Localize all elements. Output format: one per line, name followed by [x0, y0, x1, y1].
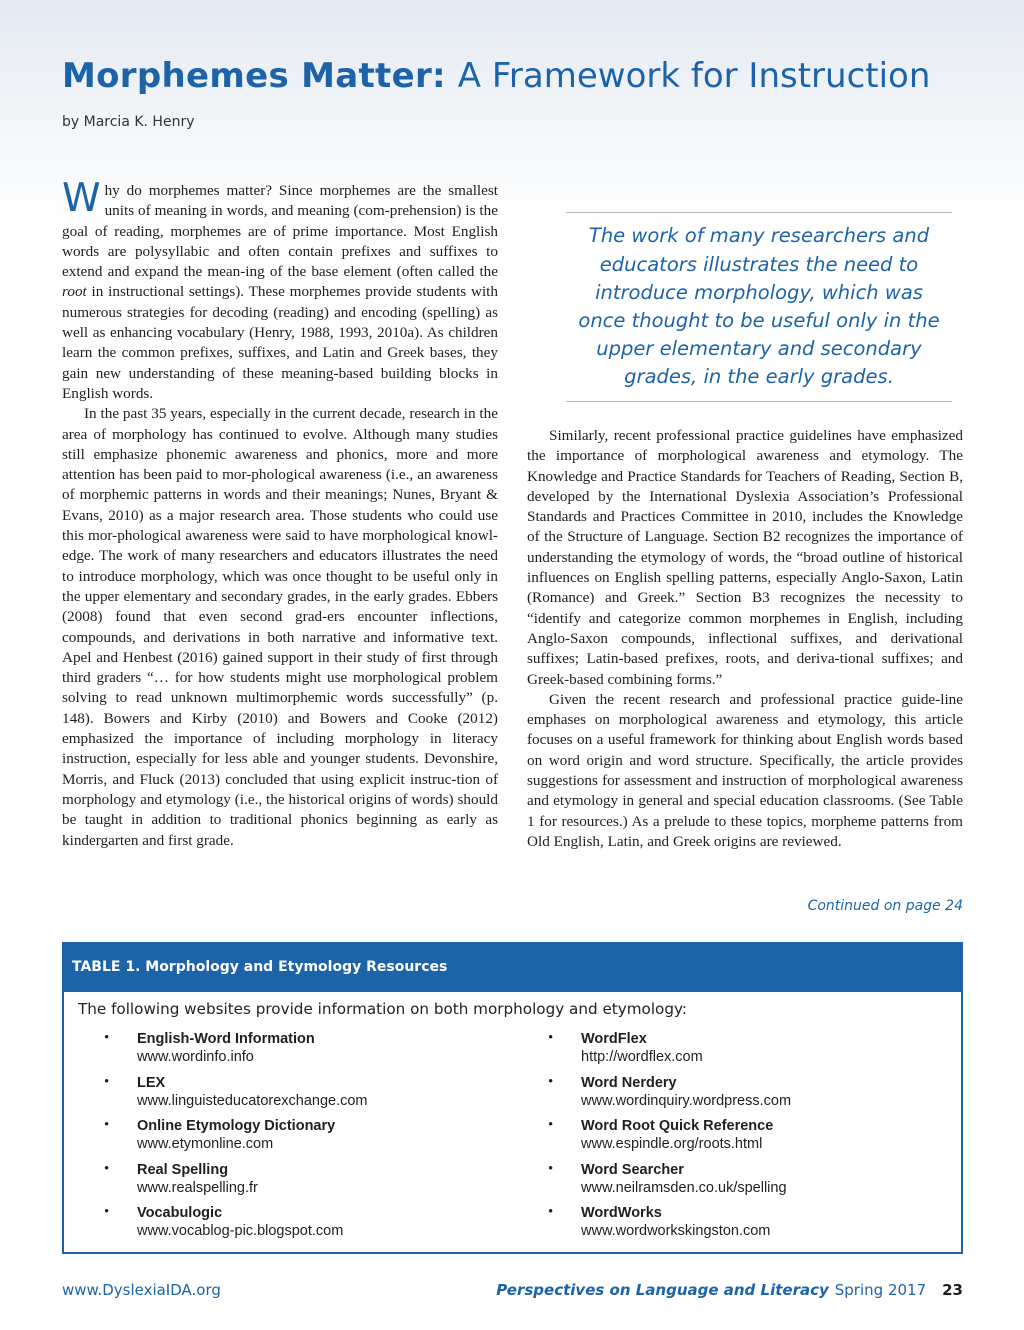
table-title: TABLE 1. Morphology and Etymology Resources	[64, 944, 961, 992]
resource-list-left	[104, 1030, 504, 1248]
resource-item	[104, 1074, 504, 1118]
resource-item	[104, 1161, 504, 1205]
resources-table	[62, 942, 963, 1254]
article-title	[62, 54, 962, 98]
resource-name: Word Root Quick Reference	[581, 1118, 774, 1135]
article-column-right	[527, 426, 963, 852]
resource-url[interactable]: www.etymonline.com	[137, 1136, 274, 1153]
resource-url[interactable]: www.linguisteducatorexchange.com	[137, 1092, 368, 1109]
continued-link[interactable]: Continued on page 24	[807, 898, 963, 914]
resource-item	[548, 1204, 948, 1248]
resource-name: LEX	[137, 1074, 166, 1091]
resource-name: Vocabulogic	[137, 1205, 223, 1222]
publication-name: Perspectives on Language and Literacy	[496, 1281, 829, 1299]
issue-season: Spring 2017	[834, 1281, 927, 1299]
byline: by Marcia K. Henry	[62, 114, 195, 130]
resource-item	[104, 1204, 504, 1248]
footer-website[interactable]: www.DyslexiaIDA.org	[62, 1281, 221, 1299]
paragraph-1	[62, 176, 498, 404]
title-bold: Morphemes Matter:	[62, 56, 446, 96]
paragraph-1-text: hy do morphemes matter? Since morphemes are the smallest units of meaning in words, and meaning (com-prehension) is the goal of reading, morphemes are of prime importance. Most English words are polysyllabic and often contain prefixes and suffixes to extend and expand the mean-ing of the base element (often called the	[62, 182, 498, 281]
resource-name: WordWorks	[581, 1205, 662, 1222]
resource-url[interactable]: www.wordworkskingston.com	[581, 1223, 771, 1240]
bullet: •	[548, 1160, 554, 1177]
footer-publication-info	[496, 1281, 963, 1299]
resource-url[interactable]: www.espindle.org/roots.html	[581, 1136, 763, 1153]
bullet: •	[548, 1073, 554, 1090]
bullet: •	[548, 1204, 554, 1221]
resource-url[interactable]: www.wordinquiry.wordpress.com	[581, 1092, 792, 1109]
article-column-left	[62, 176, 498, 851]
resource-name: Online Etymology Dictionary	[137, 1118, 336, 1135]
root-term: root	[62, 283, 87, 301]
resource-url[interactable]: www.wordinfo.info	[137, 1049, 254, 1065]
bullet: •	[104, 1204, 110, 1221]
bullet: •	[104, 1073, 110, 1090]
pull-quote	[566, 212, 952, 402]
resource-url[interactable]: www.realspelling.fr	[137, 1179, 258, 1196]
page-number: 23	[942, 1281, 963, 1299]
paragraph-2: In the past 35 years, especially in the current decade, research in the area of morphology has continued to evolve. Although many studies still emphasize phonemic awareness and phonics, more and more attention has been paid to mor-phological awareness (i.e., an awareness of morphemic patterns in words and their meanings; Nunes, Bryant & Evans, 2010) as a major research area. Those students who could use this mor-phological awareness were said to have morphological knowl-edge. The work of many researchers and educators illustrates the need to introduce morphology, which was once thought to be useful only in the upper elementary and secondary grades, in the early grades. Ebbers (2008) found that even second grad-ers encounter inflections, compounds, and derivations in both narrative and informative text. Apel and Henbest (2016) gained support in their study of first through third graders “… for how students might use morphological problem solving to read unknown multimorphemic words successfully” (p. 148). Bowers and Kirby (2010) and Bowers and Cooke (2012) emphasized the importance of including morphology in literacy instruction, especially for less able and younger students. Devonshire, Morris, and Fluck (2013) concluded that using explicit instruc-tion of morphology and etymology (i.e., the historical origins of words) should be taught in addition to traditional phonics beginning as early as kindergarten and first grade.	[62, 405, 498, 849]
paragraph-3: Similarly, recent professional practice guidelines have emphasized the importance of morphological awareness and etymology. The Knowledge and Practice Standards for Teachers of Reading, Section B, developed by the International Dyslexia Association’s Professional Standards and Practices Committee in 2010, includes the Knowledge of the Structure of Language. Section B2 recognizes the importance of understanding the etymology of words, the “broad outline of historical influences on English spelling patterns, especially Anglo-Saxon, Latin (Romance) and Greek.” Section B3 recognizes the necessity to “identify and categorize common morphemes in English, including Anglo-Saxon compounds, inflectional suffixes, and derivational suffixes; Latin-based prefixes, roots, and deriva-tional suffixes; and Greek-based combining forms.”	[527, 427, 963, 688]
paragraph-1-end: in instructional settings). These morphemes provide students with numerous strategies for decoding (reading) and encoding (spelling) as well as enhancing vocabulary (Henry, 1988, 1993, 2010a). As children learn the common prefixes, suffixes, and Latin and Greek bases, they gain new understanding of these meaning-based building blocks in English words.	[62, 283, 498, 402]
resource-name: WordFlex	[581, 1031, 647, 1047]
bullet: •	[548, 1117, 554, 1134]
resource-item	[104, 1030, 504, 1074]
title-rest: A Framework for Instruction	[457, 56, 931, 96]
drop-cap: W	[62, 176, 101, 221]
resource-item	[548, 1074, 948, 1118]
resource-item	[104, 1117, 504, 1161]
resource-item	[548, 1161, 948, 1205]
bullet: •	[104, 1160, 110, 1177]
resource-name: English-Word Information	[137, 1031, 315, 1047]
resource-list-right	[548, 1030, 948, 1248]
bullet: •	[548, 1030, 554, 1046]
table-intro: The following websites provide information on both morphology and etymology:	[78, 1000, 687, 1018]
resource-url[interactable]: www.neilramsden.co.uk/spelling	[581, 1179, 787, 1196]
paragraph-4: Given the recent research and professional practice guide-line emphases on morphological awareness and etymology, this article focuses on a useful framework for thinking about English words based on word origin and word structure. Specifically, the article provides suggestions for assessment and instruction of morphological awareness and etymology in general and special education classrooms. (See Table 1 for resources.) As a prelude to these topics, morpheme patterns from Old English, Latin, and Greek origins are reviewed.	[527, 690, 963, 850]
resource-item	[548, 1030, 948, 1074]
bullet: •	[104, 1030, 110, 1046]
resource-item	[548, 1117, 948, 1161]
resource-name: Word Nerdery	[581, 1074, 677, 1091]
resource-name: Word Searcher	[581, 1161, 684, 1178]
resource-name: Real Spelling	[137, 1161, 229, 1178]
bullet: •	[104, 1117, 110, 1134]
resource-url[interactable]: http://wordflex.com	[581, 1049, 703, 1065]
resource-url[interactable]: www.vocablog-pic.blogspot.com	[137, 1223, 344, 1240]
pull-quote-text: The work of many researchers and educators illustrates the need to introduce morphology, which was once thought to be useful only in the upper elementary and secondary grades, in the early grades.	[578, 224, 940, 389]
